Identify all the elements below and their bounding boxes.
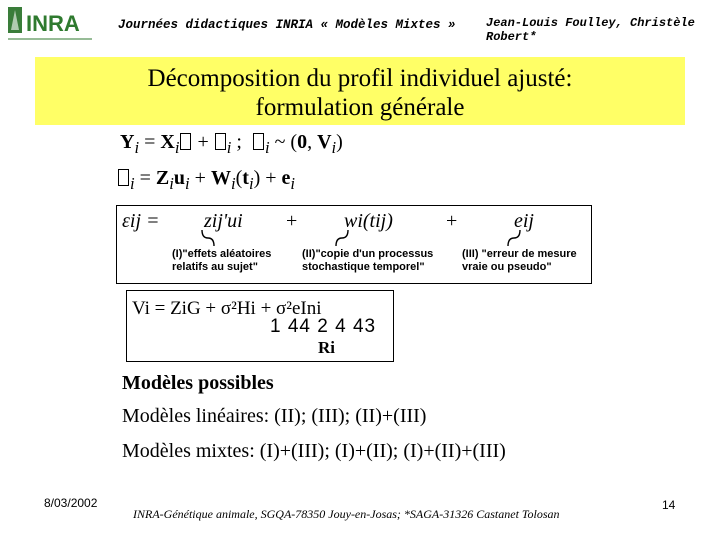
underbraces [196,228,536,248]
header-right: Jean-Louis Foulley, Christèle Robert* [486,16,695,44]
slide-title [35,64,685,122]
term-stochastic-process: wi(tij) [344,210,393,232]
label-stochastic-copy: (II)"copie d'un processus stochastique temporel" [302,248,434,273]
r-matrix-label: Ri [318,338,335,357]
model-equation: $Y_i = X_i + _i$ ; $_i$ ~ (0, $V_i$) [120,131,343,157]
label-random-effects: (I)"effets aléatoires relatifs au sujet" [172,248,272,273]
label-measurement-error: (III) "erreur de mesure vraie ou pseudo" [462,248,577,273]
term-error: eij [514,210,534,232]
residual-equation: $_i = Z_iu_i + W_i(t_i) + e_i$ [117,167,295,194]
models-heading: Modèles possibles [122,372,274,394]
inra-logo [6,4,98,46]
epsilon-lhs: εij = [122,210,160,232]
term-random-effects: zij'ui [204,210,243,232]
mixed-models: Modèles mixtes: (I)+(III); (I)+(II); (I)+(II)+(III) [122,440,506,462]
title-line-2: formulation générale [255,94,465,121]
variance-formula: Vi = ZiG + σ²Hi + σ²eIni [132,298,322,319]
title-line-1: Décomposition du profil individuel ajusté: [147,65,573,92]
plus-sign-2: + [446,210,458,232]
header-left: Journées didactiques INRIA « Modèles Mixtes » [118,18,456,32]
svg-text:INRA: INRA [26,11,80,36]
page-number: 14 [662,498,676,512]
footer-affiliation: INRA-Génétique animale, SGQA-78350 Jouy-en-Josas; *SAGA-31326 Castanet Tolosan [133,507,560,521]
underbrace-glyphs: 1 44 2 4 43 [270,316,377,337]
linear-models: Modèles linéaires: (II); (III); (II)+(III) [122,405,427,427]
footer-date: 8/03/2002 [44,496,98,510]
plus-sign-1: + [286,210,298,232]
